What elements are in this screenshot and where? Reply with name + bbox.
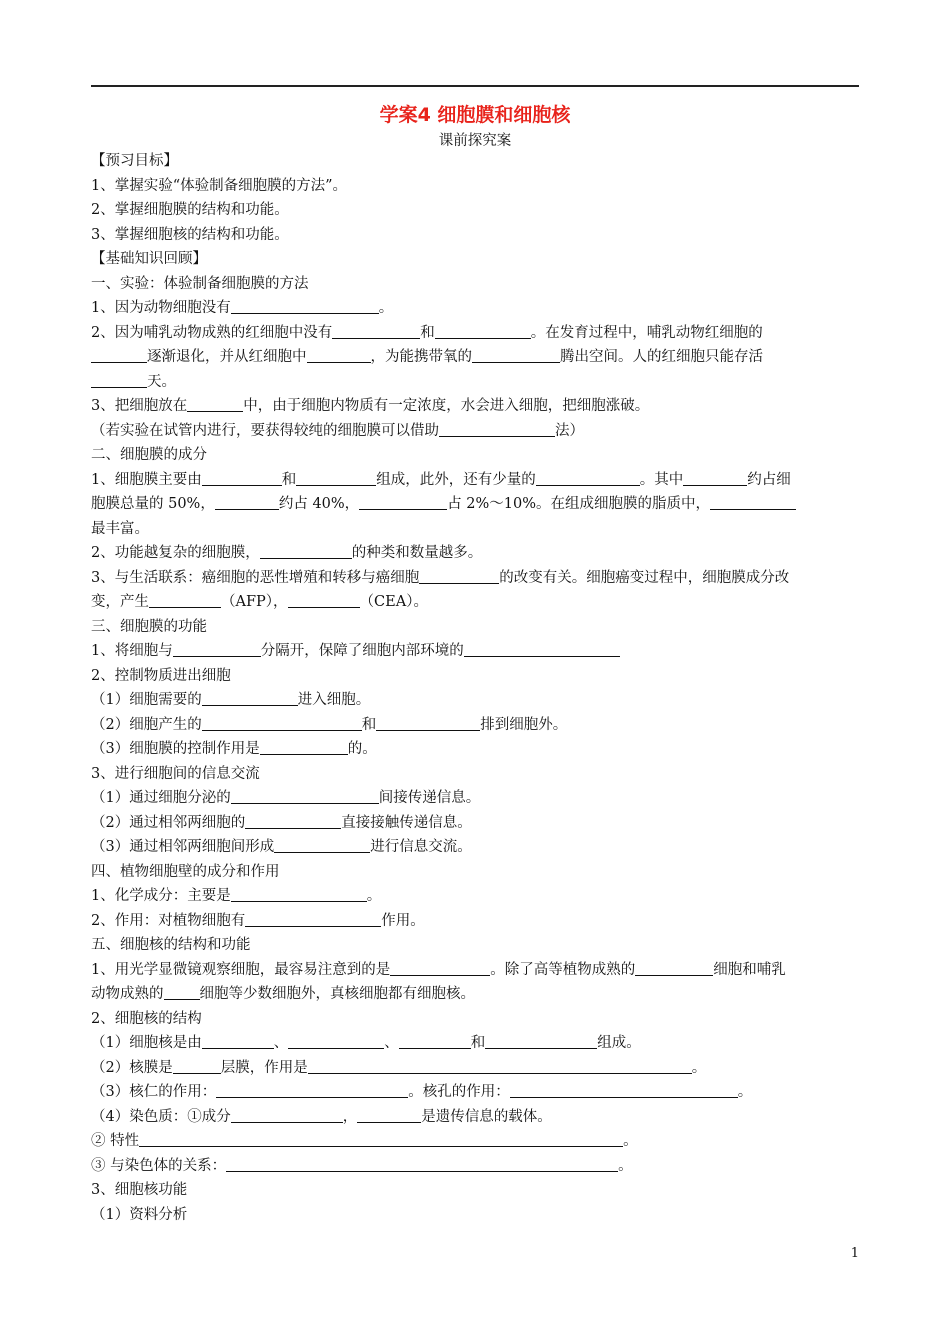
blank[interactable]	[288, 1033, 384, 1049]
blank[interactable]	[274, 837, 370, 853]
blank[interactable]	[187, 396, 243, 412]
blank[interactable]	[288, 592, 360, 608]
fill-line: （3）细胞膜的控制作用是 的。	[91, 741, 377, 757]
text-line: 3、掌握细胞核的结构和功能。	[91, 226, 289, 243]
fill-line: 2、因为哺乳动物成熟的红细胞中没有 和 。在发育过程中，哺乳动物红细胞的	[91, 324, 763, 341]
blank[interactable]	[245, 911, 381, 927]
fill-line: 2、功能越复杂的细胞膜， 的种类和数量越多。	[91, 545, 483, 561]
fill-line: 胞膜总量的 50%， 约占 40%， 占 2%～10%。在组成细胞膜的脂质中，	[91, 492, 859, 517]
fill-line: ③ 与染色体的关系： 。	[91, 1157, 633, 1174]
fill-line: （2）细胞产生的 和 排到细胞外。	[91, 716, 568, 733]
blank[interactable]	[231, 788, 379, 804]
blank[interactable]	[231, 298, 379, 314]
fill-line: 变，产生 （AFP）， （CEA）。	[91, 594, 428, 610]
blank[interactable]	[308, 1058, 692, 1074]
fill-line: （3）通过相邻两细胞间形成 进行信息交流。	[91, 839, 472, 855]
blank[interactable]	[683, 470, 747, 486]
blank[interactable]	[226, 1156, 618, 1172]
section-heading: 【基础知识回顾】	[91, 251, 207, 267]
section-heading: 三、细胞膜的功能	[91, 618, 207, 635]
blank[interactable]	[202, 690, 298, 706]
blank[interactable]	[260, 543, 352, 559]
fill-line: 3、把细胞放在 中，由于细胞内物质有一定浓度，水会进入细胞，把细胞涨破。	[91, 398, 650, 414]
blank[interactable]	[376, 715, 480, 731]
fill-line: 1、用光学显微镜观察细胞，最容易注意到的是 。除了高等植物成熟的 细胞和哺乳	[91, 961, 786, 978]
fill-line: 3、与生活联系：癌细胞的恶性增殖和转移与癌细胞 的改变有关。细胞癌变过程中，细胞膜成分改	[91, 569, 790, 586]
fill-line: （2）通过相邻两细胞的 直接接触传递信息。	[91, 814, 472, 831]
blank[interactable]	[439, 421, 555, 437]
blank[interactable]	[307, 347, 371, 363]
blank[interactable]	[390, 960, 490, 976]
blank[interactable]	[260, 739, 348, 755]
blank[interactable]	[173, 1058, 221, 1074]
fill-line: （1）细胞需要的 进入细胞。	[91, 692, 371, 708]
fill-line: 2、作用：对植物细胞有 作用。	[91, 912, 425, 929]
fill-line: （2）核膜是 层膜，作用是 。	[91, 1059, 707, 1076]
text-line: （1）资料分析	[91, 1206, 188, 1223]
blank[interactable]	[435, 323, 531, 339]
blank[interactable]	[202, 1033, 274, 1049]
blank[interactable]	[399, 1033, 471, 1049]
blank[interactable]	[472, 347, 560, 363]
text-line: 3、细胞核功能	[91, 1182, 188, 1198]
blank[interactable]	[485, 1033, 597, 1049]
page-subtitle: 课前探究案	[438, 133, 512, 149]
blank[interactable]	[296, 470, 376, 486]
fill-line: 1、将细胞与 分隔开，保障了细胞内部环境的	[91, 639, 859, 664]
blank[interactable]	[231, 1107, 343, 1123]
fill-line: 1、因为动物细胞没有 。	[91, 300, 394, 316]
blank[interactable]	[359, 494, 447, 510]
blank[interactable]	[245, 813, 341, 829]
fill-line: 逐渐退化，并从红细胞中 ，为能携带氧的 腾出空间。人的红细胞只能存活	[91, 345, 859, 370]
fill-line: 天。	[91, 370, 859, 395]
text-line: 2、细胞核的结构	[91, 1010, 202, 1027]
page-title: 学案4 细胞膜和细胞核	[379, 104, 571, 126]
text-line: 2、掌握细胞膜的结构和功能。	[91, 202, 289, 218]
text-line: 1、掌握实验“体验制备细胞膜的方法”。	[91, 177, 348, 194]
top-rule	[91, 85, 859, 87]
fill-line: （若实验在试管内进行，要获得较纯的细胞膜可以借助 法）	[91, 422, 584, 439]
text-line: 3、进行细胞间的信息交流	[91, 765, 260, 782]
blank[interactable]	[231, 886, 367, 902]
blank[interactable]	[91, 347, 147, 363]
section-heading: 四、植物细胞壁的成分和作用	[91, 863, 280, 880]
blank[interactable]	[332, 323, 420, 339]
blank[interactable]	[635, 960, 713, 976]
blank[interactable]	[510, 1082, 738, 1098]
blank[interactable]	[91, 372, 147, 388]
blank[interactable]	[173, 641, 261, 657]
fill-line: （3）核仁的作用： 。核孔的作用： 。	[91, 1084, 753, 1100]
fill-line: （1）细胞核是由 、 、 和 组成。	[91, 1035, 641, 1051]
fill-line: （1）通过细胞分泌的 间接传递信息。	[91, 790, 481, 806]
blank[interactable]	[149, 592, 221, 608]
blank[interactable]	[710, 494, 796, 510]
blank[interactable]	[536, 470, 640, 486]
blank[interactable]	[215, 494, 279, 510]
fill-line: 动物成熟的 细胞等少数细胞外，真核细胞都有细胞核。	[91, 986, 475, 1002]
fill-line: ② 特性 。	[91, 1133, 638, 1149]
section-heading: 一、实验：体验制备细胞膜的方法	[91, 275, 309, 292]
document-body	[91, 149, 859, 1227]
fill-line: 1、细胞膜主要由 和 组成，此外，还有少量的 。其中 约占细	[91, 471, 791, 488]
blank[interactable]	[139, 1131, 623, 1147]
section-heading: 【预习目标】	[91, 153, 178, 169]
blank[interactable]	[216, 1082, 408, 1098]
text-line: 最丰富。	[91, 520, 149, 537]
blank[interactable]	[419, 568, 499, 584]
blank[interactable]	[202, 715, 362, 731]
blank[interactable]	[357, 1107, 421, 1123]
page-number: 1	[850, 1246, 859, 1261]
fill-line: （4）染色质：①成分 ， 是遗传信息的载体。	[91, 1108, 552, 1125]
section-heading: 五、细胞核的结构和功能	[91, 937, 251, 953]
section-heading: 二、细胞膜的成分	[91, 447, 207, 463]
blank[interactable]	[464, 641, 620, 657]
blank[interactable]	[164, 984, 200, 1000]
blank[interactable]	[202, 470, 282, 486]
text-line: 2、控制物质进出细胞	[91, 667, 231, 684]
fill-line: 1、化学成分：主要是 。	[91, 888, 382, 904]
